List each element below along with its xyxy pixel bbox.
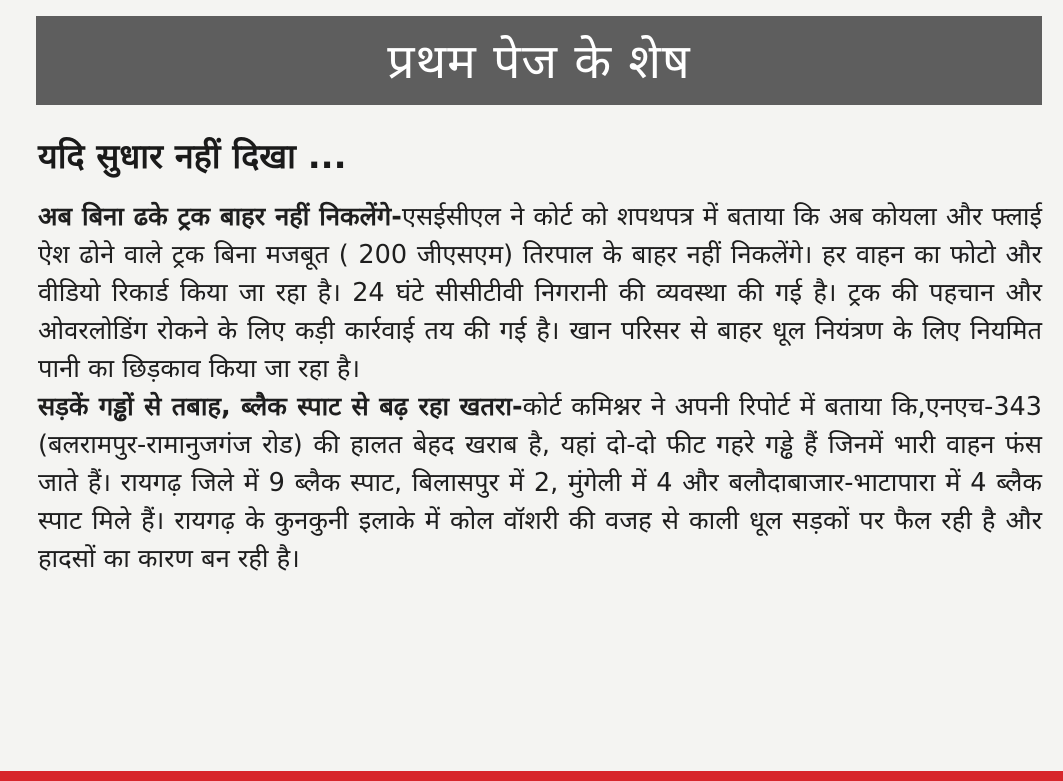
- paragraph-text: एसईसीएल ने कोर्ट को शपथपत्र में बताया कि अब कोयला और फ्लाई ऐश ढोने वाले ट्रक बिना मजबूत ( 200 जीएसएम) तिरपाल के बाहर नहीं निकलेंगे। हर वाहन का फोटो और वीडियो रिकार्ड किया जा रहा है। 24 घंटे सीसीटीवी निगरानी की व्यवस्था की गई है। ट्रक की पहचान और ओवरलोडिंग रोकने के लिए कड़ी कार्रवाई तय की गई है। खान परिसर से बाहर धूल नियंत्रण के लिए नियमित पानी का छिड़काव किया जा रहा है।: [38, 202, 1042, 384]
- banner-title: प्रथम पेज के शेष: [387, 34, 691, 90]
- article-paragraph-trucks: [38, 198, 1042, 388]
- article-paragraph-roads: [38, 388, 1042, 578]
- paragraph-text: कोर्ट कमिश्नर ने अपनी रिपोर्ट में बताया कि,एनएच-343 (बलरामपुर-रामानुजगंज रोड) की हालत बेहद खराब है, यहां दो-दो फीट गहरे गड्ढे हैं जिनमें भारी वाहन फंस जाते हैं। रायगढ़ जिले में 9 ब्लैक स्पाट, बिलासपुर में 2, मुंगेली में 4 और बलौदाबाजार-भाटापारा में 4 ब्लैक स्पाट मिले हैं। रायगढ़ के कुनकुनी इलाके में कोल वॉशरी की वजह से काली धूल सड़कों पर फैल रही है और हादसों का कारण बन रही है।: [38, 392, 1042, 574]
- bottom-red-rule: [0, 771, 1063, 781]
- article-body: [38, 198, 1042, 578]
- section-banner: [36, 16, 1042, 105]
- paragraph-lead: अब बिना ढके ट्रक बाहर नहीं निकलेंगे-: [38, 202, 402, 232]
- paragraph-lead: सड़कें गड्ढों से तबाह, ब्लैक स्पाट से बढ़ रहा खतरा-: [38, 392, 523, 422]
- article-headline: यदि सुधार नहीं दिखा ...: [38, 137, 347, 177]
